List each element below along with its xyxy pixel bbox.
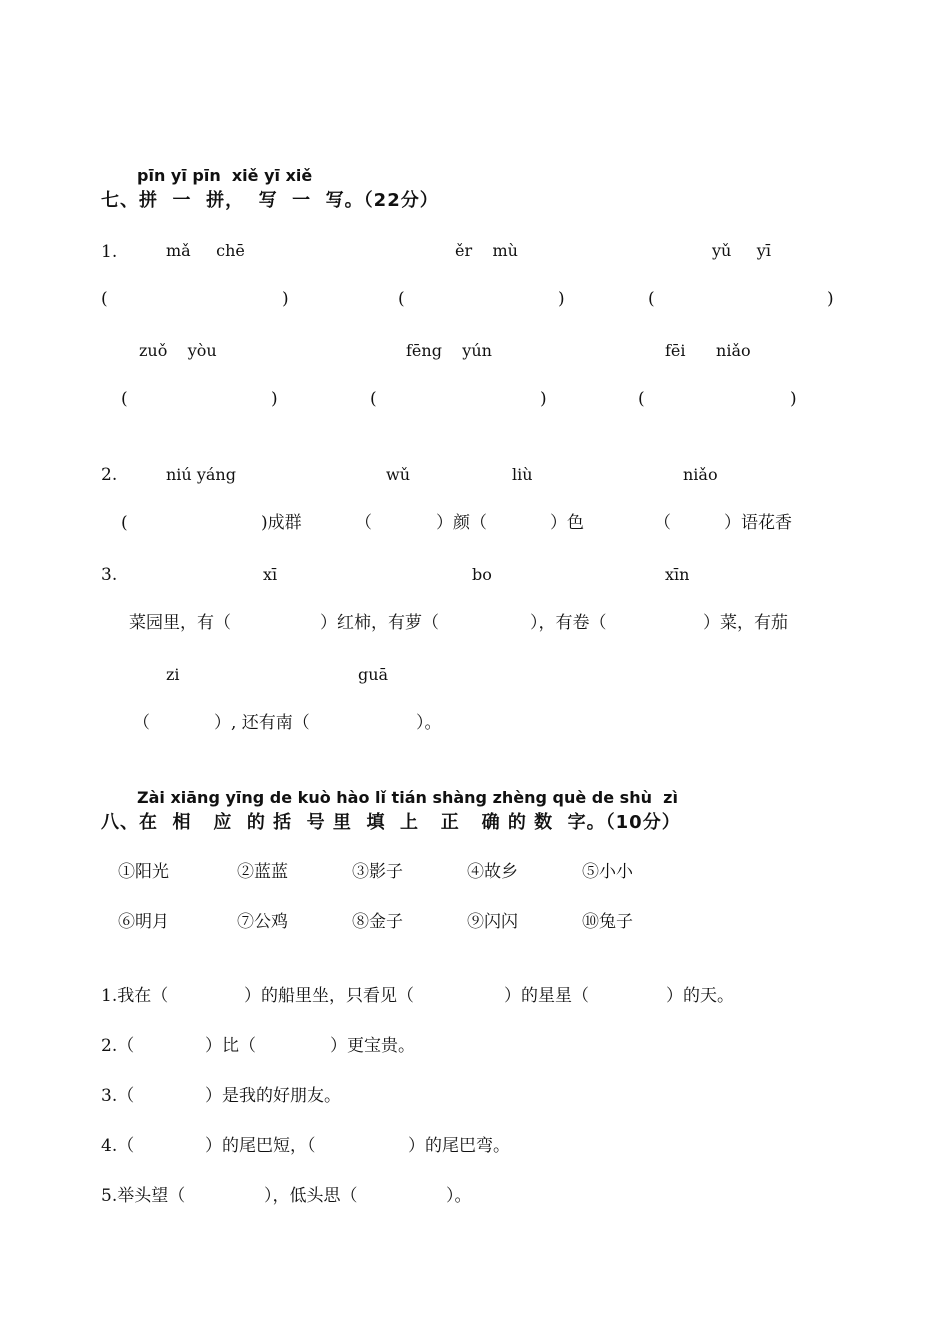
s8-item2-answer-2[interactable] — [264, 1033, 326, 1059]
q2-text-d: ）语花香 — [724, 513, 792, 533]
q2-number: 2. — [101, 465, 118, 485]
s8-item5-text-1: 5.举头望（ — [101, 1186, 186, 1206]
q1-answer-2-open: ( — [398, 289, 405, 309]
s8-item3-text-1: 3.（ — [101, 1086, 135, 1106]
q2-answer-2-open: （ — [355, 513, 372, 533]
q1-answer-5[interactable] — [382, 386, 537, 412]
s8-item2-text-1: 2.（ — [101, 1036, 135, 1056]
s8-item2-text-2: ）比（ — [205, 1036, 256, 1056]
q3-text-4: ）菜，有茄 — [703, 613, 788, 633]
q3-text-5: ）, 还有南（ — [214, 713, 310, 733]
s8-item4-text-1: 4.（ — [101, 1136, 135, 1156]
q1-pinyin-4: zuǒ yòu — [139, 341, 217, 360]
q1-answer-1-close: ) — [282, 289, 289, 309]
q3-text-3: ），有卷（ — [530, 613, 607, 633]
s8-item3-answer-1[interactable] — [140, 1083, 202, 1109]
q1-pinyin-1: mǎ chē — [166, 241, 245, 260]
s8-item4-answer-2[interactable] — [344, 1133, 406, 1159]
q3-answer-3[interactable] — [630, 610, 700, 636]
q1-answer-4[interactable] — [133, 386, 268, 412]
q3-pinyin-1: xī — [263, 565, 278, 584]
q1-answer-4-close: ) — [271, 389, 278, 409]
q3-pinyin-5: guā — [358, 665, 389, 684]
q2-pinyin-2: wǔ — [386, 465, 410, 484]
s8-item2-text-3: ）更宝贵。 — [330, 1036, 415, 1056]
option-1: ①阳光 — [118, 862, 169, 882]
q2-answer-4[interactable] — [674, 510, 722, 536]
q3-text-1: 菜园里，有（ — [129, 613, 231, 633]
q2-text-a: )成群 — [261, 513, 302, 533]
option-10: ⑩兔子 — [582, 912, 633, 932]
section8-title: 八、在 相 应 的 括 号 里 填 上 正 确 的 数 字。（10分） — [101, 812, 681, 833]
s8-item1-answer-2[interactable] — [440, 983, 502, 1009]
q1-answer-3-open: ( — [648, 289, 655, 309]
option-7: ⑦公鸡 — [237, 912, 288, 932]
s8-item5-text-3: ）。 — [446, 1186, 472, 1206]
q2-text-c: ）色 — [550, 513, 584, 533]
q2-answer-4-open: （ — [654, 513, 671, 533]
q3-text-2: ）红柿，有萝（ — [320, 613, 439, 633]
q1-answer-2[interactable] — [410, 286, 555, 312]
q2-text-b: ）颜（ — [436, 513, 487, 533]
q1-answer-1[interactable] — [112, 286, 277, 312]
q2-answer-3[interactable] — [492, 510, 548, 536]
option-4: ④故乡 — [467, 862, 518, 882]
q1-answer-3[interactable] — [660, 286, 825, 312]
q3-answer-2[interactable] — [458, 610, 526, 636]
s8-item1-text-1: 1.我在（ — [101, 986, 169, 1006]
s8-item1-text-4: ）的天。 — [666, 986, 734, 1006]
section8-pinyin: Zài xiāng yīng de kuò hào lǐ tián shàng zhèng què de shù zì — [137, 788, 678, 807]
option-6: ⑥明月 — [118, 912, 169, 932]
q2-answer-2[interactable] — [375, 510, 433, 536]
q1-pinyin-3: yǔ yī — [712, 241, 771, 260]
q3-pinyin-4: zi — [166, 665, 180, 684]
s8-item4-text-3: ）的尾巴弯。 — [408, 1136, 510, 1156]
option-3: ③影子 — [352, 862, 403, 882]
q3-answer-4[interactable] — [153, 710, 213, 736]
s8-item3-text-2: ）是我的好朋友。 — [205, 1086, 341, 1106]
q1-answer-2-close: ) — [558, 289, 565, 309]
q3-pinyin-2: bo — [472, 565, 492, 584]
q1-number: 1. — [101, 242, 118, 262]
q1-pinyin-6: fēi niǎo — [665, 341, 751, 360]
q3-number: 3. — [101, 565, 118, 585]
s8-item1-text-2: ）的船里坐，只看见（ — [244, 986, 414, 1006]
q3-pinyin-3: xīn — [665, 565, 690, 584]
q1-pinyin-5: fēng yún — [406, 341, 492, 360]
section7-pinyin: pīn yī pīn xiě yī xiě — [137, 166, 313, 185]
s8-item5-answer-2[interactable] — [385, 1183, 443, 1209]
option-9: ⑨闪闪 — [467, 912, 518, 932]
s8-item1-answer-3[interactable] — [602, 983, 664, 1009]
q1-answer-3-close: ) — [827, 289, 834, 309]
s8-item2-answer-1[interactable] — [140, 1033, 202, 1059]
q1-answer-5-close: ) — [540, 389, 547, 409]
q1-answer-6-open: ( — [638, 389, 645, 409]
q1-answer-1-open: ( — [101, 289, 108, 309]
s8-item4-answer-1[interactable] — [140, 1133, 202, 1159]
q2-pinyin-1: niú yáng — [166, 465, 236, 484]
section7-title: 七、拼 一 拼， 写 一 写。（22分） — [101, 190, 439, 211]
s8-item5-answer-1[interactable] — [205, 1183, 263, 1209]
s8-item4-text-2: ）的尾巴短，（ — [205, 1136, 316, 1156]
s8-item5-text-2: ），低头思（ — [264, 1186, 358, 1206]
q1-answer-6-close: ) — [790, 389, 797, 409]
option-2: ②蓝蓝 — [237, 862, 288, 882]
q1-pinyin-2: ěr mù — [455, 241, 518, 260]
q1-answer-6[interactable] — [650, 386, 787, 412]
q3-answer-4-open: （ — [133, 713, 150, 733]
q3-answer-1[interactable] — [244, 610, 316, 636]
q1-answer-5-open: ( — [370, 389, 377, 409]
q3-answer-5[interactable] — [338, 710, 414, 736]
s8-item1-answer-1[interactable] — [180, 983, 242, 1009]
option-5: ⑤小小 — [582, 862, 633, 882]
option-8: ⑧金子 — [352, 912, 403, 932]
q2-answer-1[interactable] — [133, 510, 258, 536]
q1-answer-4-open: ( — [121, 389, 128, 409]
q2-pinyin-4: niǎo — [683, 465, 718, 484]
q2-answer-1-open: ( — [121, 513, 128, 533]
q3-text-6: ）。 — [416, 713, 442, 733]
s8-item1-text-3: ）的星星（ — [504, 986, 589, 1006]
q2-pinyin-3: liù — [512, 465, 533, 484]
